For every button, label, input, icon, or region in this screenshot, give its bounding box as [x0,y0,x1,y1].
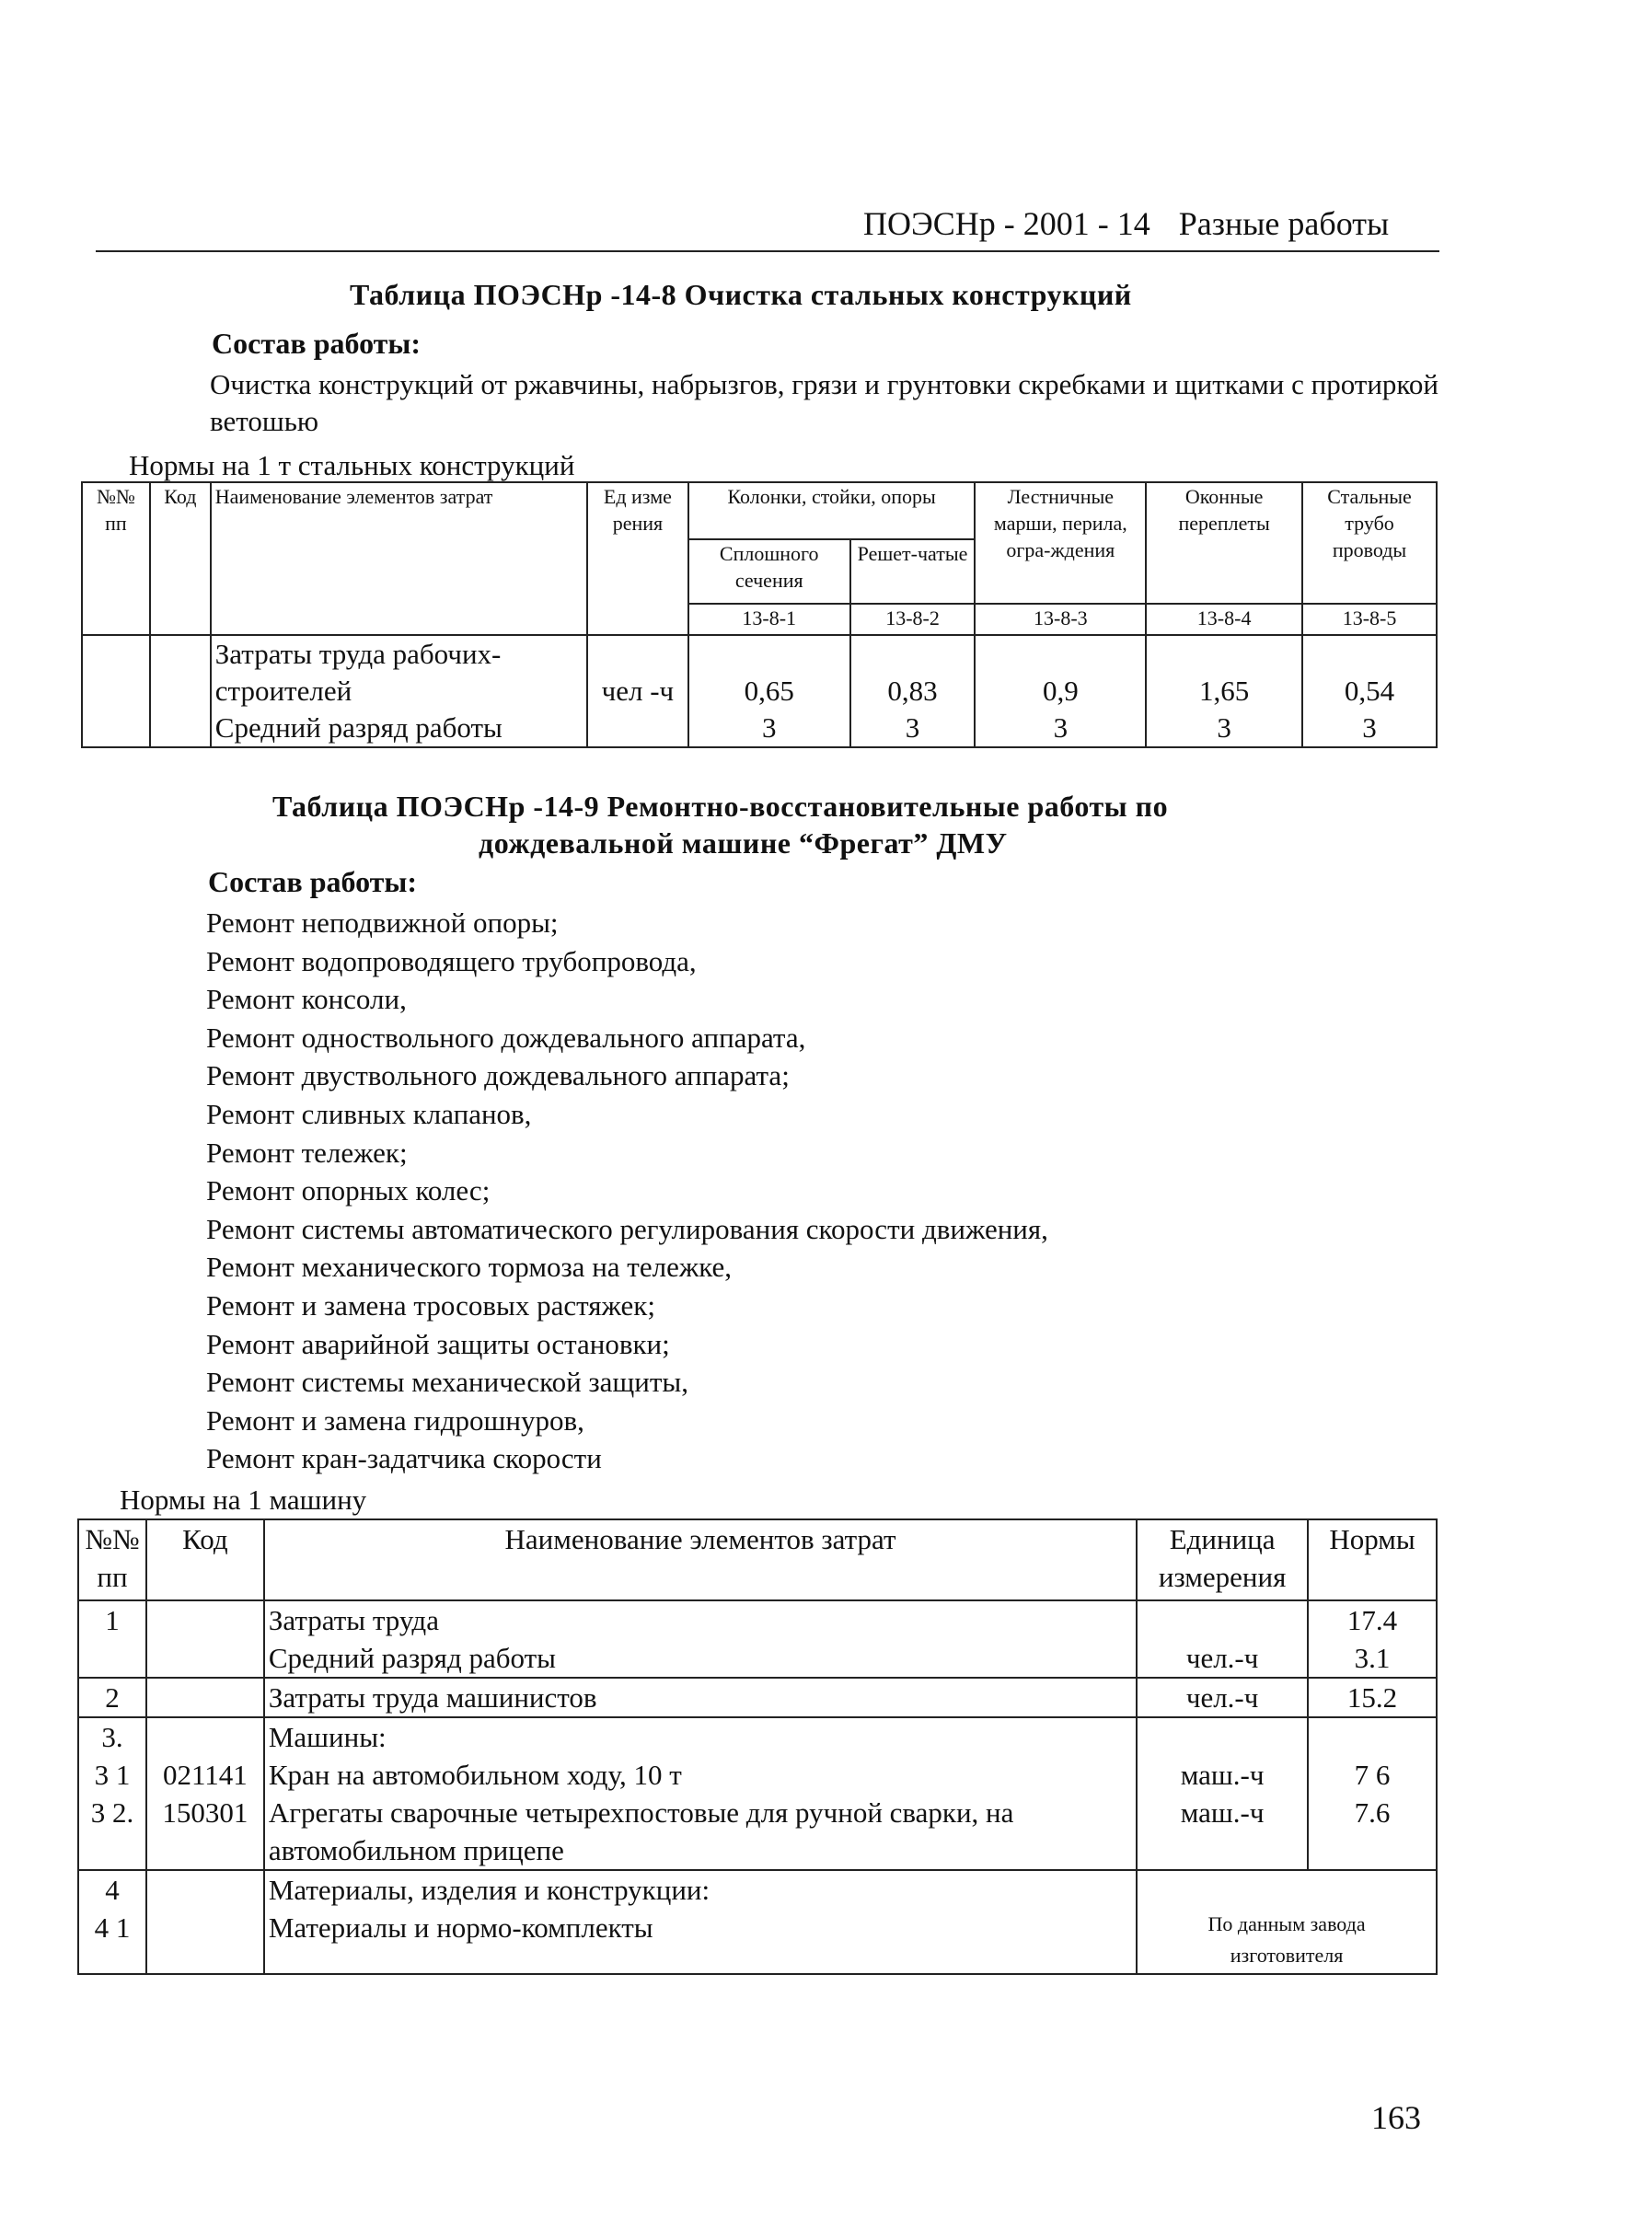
table2-title-line1: Таблица ПОЭСНр -14-9 Ремонтно-восстановительные работы по [272,790,1169,823]
t2-header-name: Наименование элементов затрат [264,1519,1137,1600]
t1-row-name [211,635,587,747]
t2-header-code: Код [146,1519,264,1600]
composition-item: Ремонт системы автоматического регулирования скорости движения, [206,1212,1048,1245]
t2-header-norms: Нормы [1308,1519,1437,1600]
t1-row-val-3: 0,9 3 [975,635,1146,747]
t2-row32-num: 3 2. [78,1794,146,1870]
t1-header-lattice: Решет-чатые [850,539,976,604]
t2-row31-norm: 7 6 [1308,1756,1437,1794]
composition-item: Ремонт двуствольного дождевального аппарата; [206,1059,790,1092]
composition-item: Ремонт неподвижной опоры; [206,906,559,939]
table2-composition-list [206,904,1048,1478]
t2-row2-name: Затраты труда машинистов [264,1678,1137,1717]
composition-item: Ремонт тележек; [206,1136,408,1169]
t1-row-val-4: 1,65 3 [1146,635,1302,747]
t1-code-3: 13-8-3 [975,604,1146,635]
table1 [81,481,1438,748]
composition-item: Ремонт опорных колес; [206,1174,491,1207]
t2-row2-norm: 15.2 [1308,1678,1437,1717]
composition-item: Ремонт одноствольного дождевального аппарата, [206,1021,806,1054]
t1-code-1: 13-8-1 [688,604,850,635]
page-number: 163 [1371,2099,1421,2136]
t2-row32-name: Агрегаты сварочные четырехпостовые для ручной сварки, на автомобильном прицепе [264,1794,1137,1870]
t2-row1-num: 1 [78,1600,146,1639]
t2-row31-unit: маш.-ч [1137,1756,1308,1794]
t2-row4-num: 4 [78,1870,146,1909]
composition-item: Ремонт кран-задатчика скорости [206,1442,602,1475]
t1-code-4: 13-8-4 [1146,604,1302,635]
t2-row31-code: 021141 [146,1756,264,1794]
t2-row31-name: Кран на автомобильном ходу, 10 т [264,1756,1137,1794]
t1-code-5: 13-8-5 [1302,604,1437,635]
t2-row41-num: 4 1 [78,1909,146,1974]
t2-header-unit: Единица измерения [1137,1519,1308,1600]
t1-row-val-1: 0,65 3 [688,635,850,747]
composition-item: Ремонт водопроводящего трубопровода, [206,944,697,977]
running-header [863,204,1389,243]
t1-header-windows: Оконные переплеты [1146,482,1302,604]
t1-row-name-line1: Затраты труда рабочих- [214,638,502,670]
t1-header-pipes: Стальные трубо проводы [1302,482,1437,604]
table1-composition-text: Очистка конструкций от ржавчины, набрызгов, грязи и грунтовки скребками и щитками с протиркой ветошью [210,368,1438,437]
t2-row41-unit-norm: По данным завода изготовителя [1137,1909,1437,1974]
t2-row41-name: Материалы и нормо-комплекты [264,1909,1137,1974]
table1-norms-caption: Нормы на 1 т стальных конструкций [129,449,575,481]
t1-row-val-5: 0,54 3 [1302,635,1437,747]
table2-norms-caption: Нормы на 1 машину [120,1484,367,1516]
t2-header-num: №№ пп [78,1519,146,1600]
t2-row2-unit: чел.-ч [1137,1678,1308,1717]
header-section: Разные работы [1178,205,1390,242]
t2-row1b-unit: чел.-ч [1137,1639,1308,1678]
composition-item: Ремонт и замена тросовых растяжек; [206,1288,655,1322]
t2-row32-code: 150301 [146,1794,264,1870]
t1-header-name: Наименование элементов затрат [211,482,587,635]
t1-header-unit: Ед изме рения [587,482,688,635]
t2-row32-unit: маш.-ч [1137,1794,1308,1870]
t2-row3-num: 3. [78,1717,146,1756]
composition-item: Ремонт системы механической защиты, [206,1366,689,1399]
t1-code-2: 13-8-2 [850,604,976,635]
table1-title: Таблица ПОЭСНр -14-8 Очистка стальных конструкций [350,278,1132,311]
t2-row1-name: Затраты труда [264,1600,1137,1639]
t2-row32-norm: 7.6 [1308,1794,1437,1870]
composition-item: Ремонт механического тормоза на тележке, [206,1251,733,1284]
t2-row3-name: Машины: [264,1717,1137,1756]
header-rule [96,250,1439,252]
t1-header-solid: Сплошного сечения [688,539,850,604]
t1-header-code: Код [150,482,211,635]
t1-row-unit: чел -ч [587,635,688,747]
t2-row1b-name: Средний разряд работы [264,1639,1137,1678]
t1-row-name-line2: строителей [214,675,352,707]
header-code: ПОЭСНр - 2001 - 14 [863,205,1150,242]
composition-item: Ремонт и замена гидрошнуров, [206,1403,584,1437]
t2-row4-name: Материалы, изделия и конструкции: [264,1870,1137,1909]
t1-header-num: №№ пп [82,482,150,635]
t1-row-val-2: 0,83 3 [850,635,976,747]
t1-header-columns: Колонки, стойки, опоры [688,482,976,539]
t1-header-stairs: Лестничные марши, перила, огра-ждения [975,482,1146,604]
t2-row1-norm: 17.4 [1308,1600,1437,1639]
composition-item: Ремонт консоли, [206,983,407,1016]
table2-title-line2: дождевальной машине “Фрегат” ДМУ [479,826,1008,860]
composition-item: Ремонт аварийной защиты остановки; [206,1327,670,1360]
composition-item: Ремонт сливных клапанов, [206,1097,532,1130]
t2-row31-num: 3 1 [78,1756,146,1794]
table2 [77,1518,1438,1975]
table2-composition-label: Состав работы: [208,865,418,898]
t2-row2-num: 2 [78,1678,146,1717]
table1-composition-label: Состав работы: [212,327,422,360]
t1-row-name-line3: Средний разряд работы [214,711,503,744]
t2-row1b-norm: 3.1 [1308,1639,1437,1678]
